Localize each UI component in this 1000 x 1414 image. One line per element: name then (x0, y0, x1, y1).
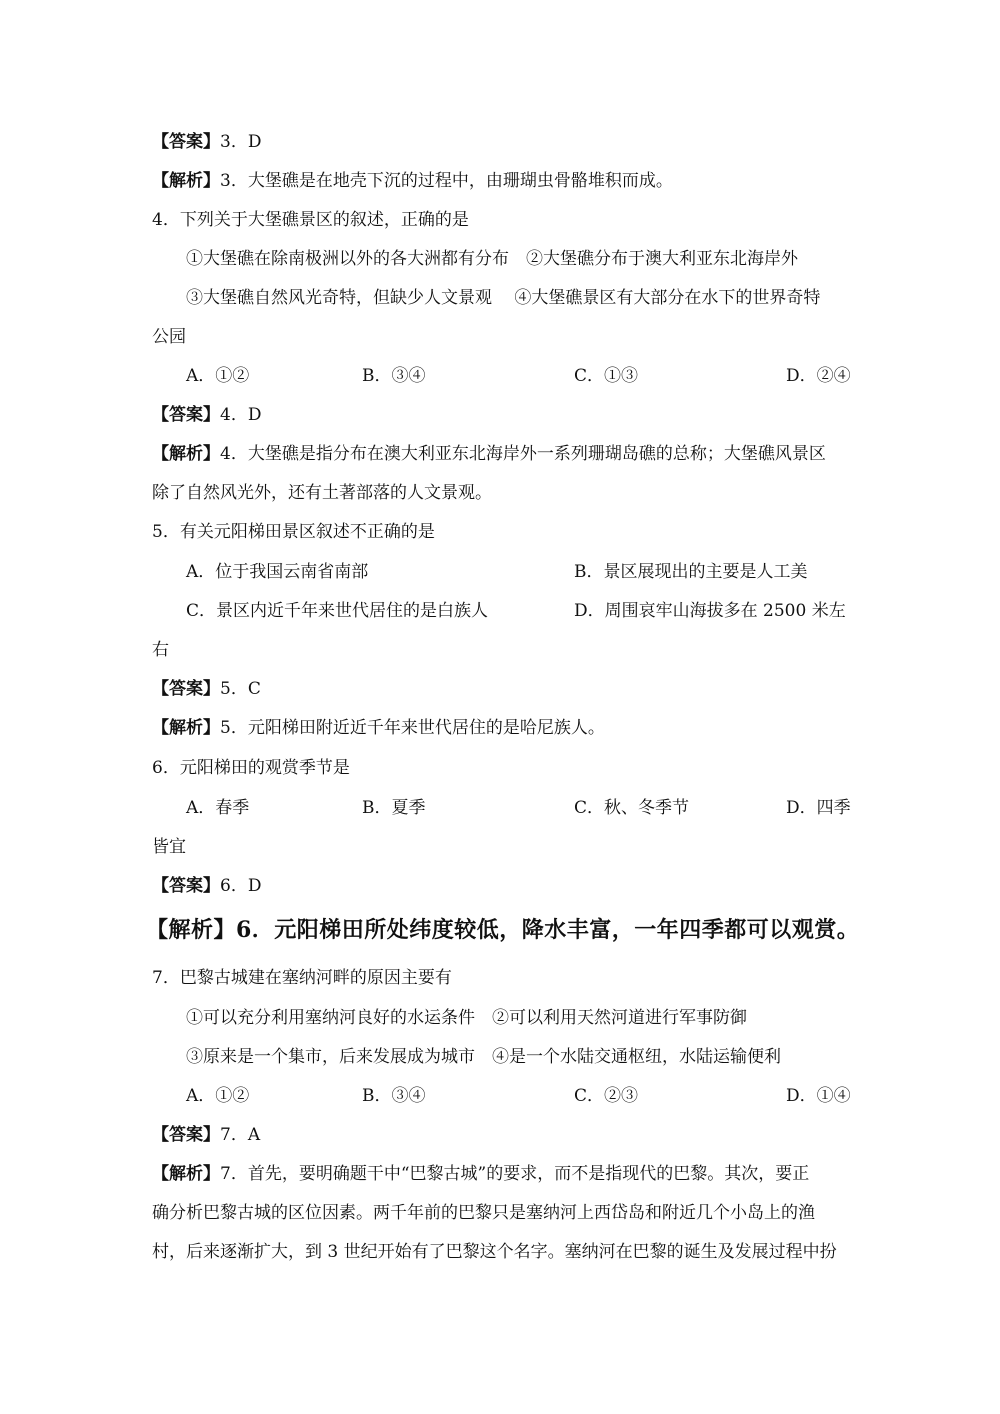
q4-item-1: ①大堡礁在除南极洲以外的各大洲都有分布 ②大堡礁分布于澳大利亚东北海岸外 (186, 249, 798, 269)
q7-analysis-cont-2: 村，后来逐渐扩大，到 3 世纪开始有了巴黎这个名字。塞纳河在巴黎的诞生及发展过程中扮 (152, 1242, 837, 1262)
q6-option-d-cont: 皆宜 (152, 837, 186, 857)
q5-option-a: A．位于我国云南省南部 (186, 562, 369, 582)
q4-option-d: D．②④ (786, 366, 851, 386)
q7-item-2: ③原来是一个集市，后来发展成为城市 ④是一个水陆交通枢纽，水陆运输便利 (186, 1047, 781, 1067)
q4-answer (152, 403, 261, 427)
analysis-label: 【解析】 (152, 444, 220, 464)
q7-analysis (152, 1162, 848, 1186)
q4-option-b: B．③④ (362, 366, 426, 386)
q4-option-a: A．①② (186, 366, 250, 386)
answer-text: 4．D (220, 405, 262, 425)
q5-option-d: D．周围哀牢山海拔多在 2500 米左 (574, 601, 846, 621)
analysis-text: 4．大堡礁是指分布在澳大利亚东北海岸外一系列珊瑚岛礁的总称；大堡礁风景区 (220, 444, 826, 464)
answer-label: 【答案】 (152, 405, 220, 425)
answer-label: 【答案】 (152, 1125, 220, 1145)
answer-label: 【答案】 (152, 132, 220, 152)
q6-option-a: A．春季 (186, 798, 250, 818)
q6-answer (152, 874, 261, 898)
q4-item-2-cont: 公园 (152, 327, 186, 347)
analysis-label: 【解析】 (152, 1164, 220, 1184)
q4-item-2: ③大堡礁自然风光奇特，但缺少人文景观 ④大堡礁景区有大部分在水下的世界奇特 (186, 288, 821, 308)
q3-analysis (152, 169, 673, 193)
q5-option-c: C．景区内近千年来世代居住的是白族人 (186, 601, 489, 621)
q7-analysis-cont-1: 确分析巴黎古城的区位因素。两千年前的巴黎只是塞纳河上西岱岛和附近几个小岛上的渔 (152, 1203, 815, 1223)
q5-option-b: B．景区展现出的主要是人工美 (574, 562, 808, 582)
analysis-text: 5．元阳梯田附近近千年来世代居住的是哈尼族人。 (220, 718, 605, 738)
q6-option-b: B．夏季 (362, 798, 426, 818)
analysis-label: 【解析】 (152, 171, 220, 191)
q4-option-c: C．①③ (574, 366, 639, 386)
q6-option-c: C．秋、冬季节 (574, 798, 690, 818)
answer-label: 【答案】 (152, 679, 220, 699)
q7-answer (152, 1123, 260, 1147)
q7-option-c: C．②③ (574, 1086, 639, 1106)
q6-stem: 6．元阳梯田的观赏季节是 (152, 758, 350, 778)
q3-answer (152, 130, 261, 154)
q5-option-d-cont: 右 (152, 640, 169, 660)
analysis-label: 【解析】 (152, 718, 220, 738)
q6-analysis: 【解析】6．元阳梯田所处纬度较低，降水丰富，一年四季都可以观赏。 (146, 917, 860, 943)
q5-analysis (152, 716, 605, 740)
answer-label: 【答案】 (152, 876, 220, 896)
answer-text: 5．C (220, 679, 261, 699)
q5-answer (152, 677, 261, 701)
q4-analysis (152, 442, 826, 466)
q4-analysis-cont: 除了自然风光外，还有土著部落的人文景观。 (152, 483, 492, 503)
q7-option-d: D．①④ (786, 1086, 851, 1106)
answer-text: 6．D (220, 876, 262, 896)
q4-stem: 4．下列关于大堡礁景区的叙述，正确的是 (152, 210, 469, 230)
q6-option-d: D．四季 (786, 798, 851, 818)
analysis-text: 3．大堡礁是在地壳下沉的过程中，由珊瑚虫骨骼堆积而成。 (220, 171, 673, 191)
q5-stem: 5．有关元阳梯田景区叙述不正确的是 (152, 522, 435, 542)
q7-option-b: B．③④ (362, 1086, 426, 1106)
answer-text: 7．A (220, 1125, 261, 1145)
q7-option-a: A．①② (186, 1086, 250, 1106)
answer-text: 3．D (220, 132, 262, 152)
analysis-text: 7．首先，要明确题干中“巴黎古城”的要求，而不是指现代的巴黎。其次，要正 (220, 1164, 810, 1184)
q7-item-1: ①可以充分利用塞纳河良好的水运条件 ②可以利用天然河道进行军事防御 (186, 1008, 747, 1028)
q7-stem: 7．巴黎古城建在塞纳河畔的原因主要有 (152, 968, 452, 988)
